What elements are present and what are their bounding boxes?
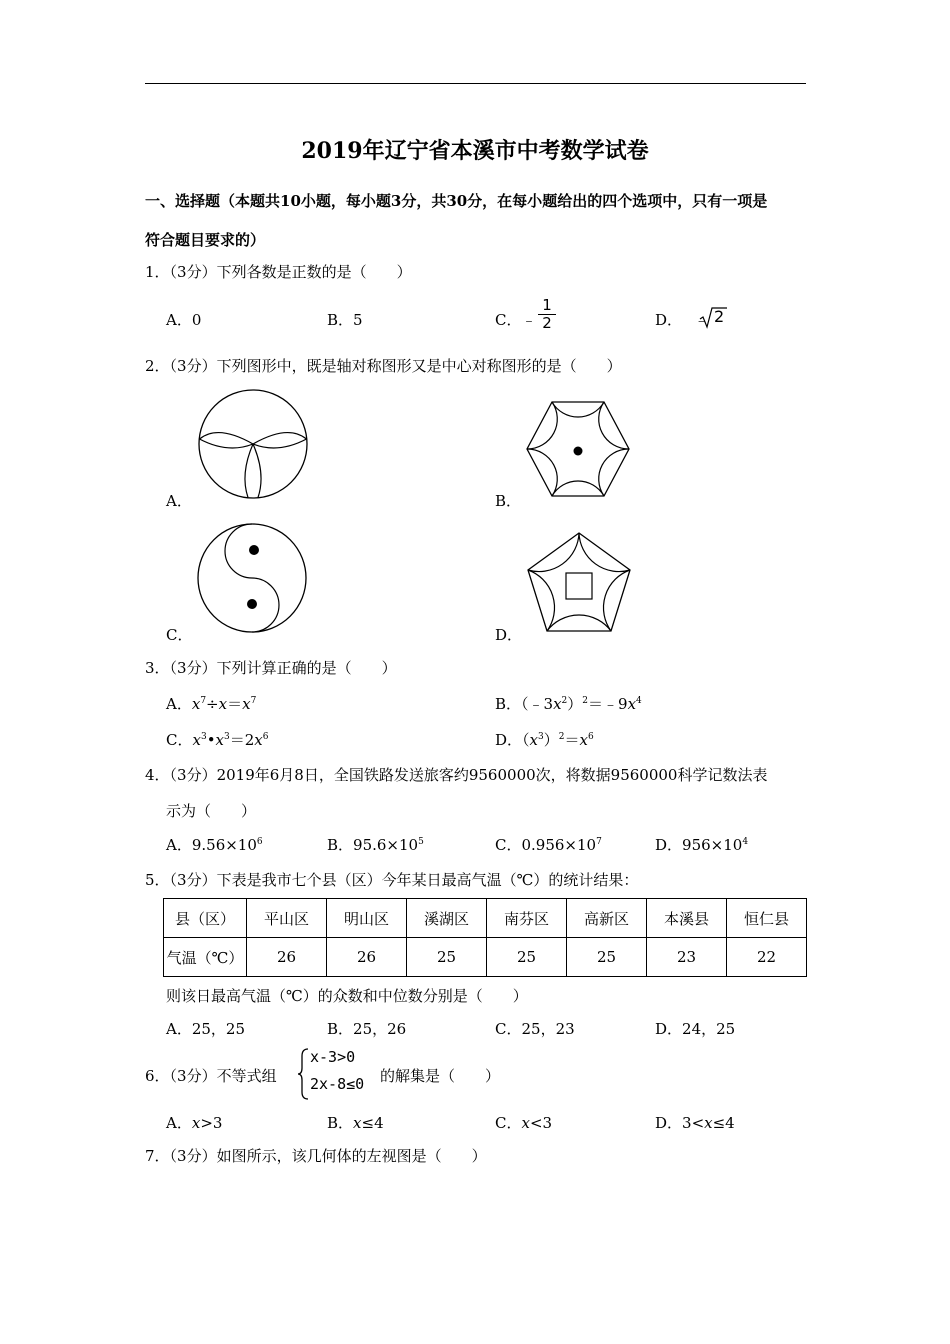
- table-header-cell: 县（区）: [164, 899, 247, 938]
- q6-d-rel: ≤4: [712, 1114, 735, 1132]
- exponent: 4: [636, 696, 642, 706]
- q1-radicand: 2: [714, 307, 725, 326]
- exponent: 6: [587, 732, 594, 742]
- exponent: 7: [250, 696, 257, 706]
- figure-circle-three-petals: [198, 389, 308, 499]
- q6-d-label: D．3<: [655, 1114, 705, 1132]
- temperature-table: [163, 898, 807, 977]
- q3-c-label: C．: [166, 731, 193, 749]
- exponent: 2: [582, 696, 589, 706]
- q4-option-a: [166, 834, 263, 855]
- q4-d-text: D．956×10: [655, 836, 743, 854]
- q5-option-a: A．25，25: [166, 1020, 246, 1038]
- var-x: x: [192, 731, 201, 749]
- q4-option-d: [655, 834, 748, 855]
- q3-b-label: B．（﹣3: [495, 695, 554, 713]
- q2-option-c: C．: [166, 626, 193, 644]
- table-cell: 25: [567, 938, 647, 977]
- q6-option-b: [327, 1112, 384, 1133]
- q3-option-b: [495, 693, 642, 714]
- section-heading-line2: 符合题目要求的）: [145, 231, 266, 249]
- section-heading-line1: 一、选择题（本题共10小题，每小题3分，共30分，在每小题给出的四个选项中，只有一项是: [145, 192, 768, 210]
- q1-option-b: B．5: [327, 311, 363, 329]
- inequality-2: 2x-8≤0: [310, 1075, 365, 1093]
- table-cell: 23: [647, 938, 727, 977]
- q4-c-text: C．0.956×10: [495, 836, 597, 854]
- exponent: 3: [538, 732, 544, 742]
- q6-c-label: C．: [495, 1114, 522, 1132]
- table-header-row: [164, 899, 807, 938]
- exponent: 4: [742, 837, 749, 847]
- header-rule: [145, 83, 806, 84]
- q6-a-rel: >3: [200, 1114, 223, 1132]
- table-cell: 26: [327, 938, 407, 977]
- q3-option-a: [166, 693, 256, 714]
- fraction-numerator: 1: [542, 296, 552, 314]
- table-header-cell: 恒仁县: [727, 899, 807, 938]
- q3-a-label: A．: [166, 695, 192, 713]
- inequality-1: x-3>0: [310, 1048, 356, 1066]
- question-1-stem: 1．（3分）下列各数是正数的是（ ）: [145, 263, 412, 281]
- q6-b-label: B．: [327, 1114, 354, 1132]
- table-header-cell: 本溪县: [647, 899, 727, 938]
- var-x: x: [353, 1114, 362, 1132]
- var-x: x: [218, 695, 228, 713]
- exponent: 3: [224, 732, 230, 742]
- var-x: x: [254, 731, 263, 749]
- exponent: 3: [200, 732, 207, 742]
- q6-b-rel: ≤4: [361, 1114, 384, 1132]
- q3-option-d: [495, 729, 594, 750]
- q2-option-d: D．: [495, 626, 523, 644]
- var-x: x: [191, 1114, 201, 1132]
- q4-option-b: [327, 834, 424, 855]
- var-x: x: [521, 1114, 530, 1132]
- q6-option-a: [166, 1112, 222, 1133]
- exponent: 6: [256, 837, 263, 847]
- operator: ÷: [206, 695, 219, 713]
- var-x: x: [704, 1114, 713, 1132]
- var-x: x: [529, 731, 538, 749]
- exponent: 2: [561, 696, 568, 706]
- q6-option-c: [495, 1112, 552, 1133]
- q1-option-d-label: D．: [655, 311, 683, 329]
- table-header-cell: 平山区: [247, 899, 327, 938]
- operator: ＝﹣9: [588, 695, 628, 713]
- question-3-stem: 3．（3分）下列计算正确的是（ ）: [145, 659, 397, 677]
- q5-option-d: D．24，25: [655, 1020, 736, 1038]
- question-7-stem: 7．（3分）如图所示，该几何体的左视图是（ ）: [145, 1147, 487, 1165]
- table-row: [164, 938, 807, 977]
- table-cell: 25: [407, 938, 487, 977]
- q6-a-label: A．: [166, 1114, 192, 1132]
- q1-option-a: A．0: [166, 311, 202, 329]
- question-5-stem: 5．（3分）下表是我市七个县（区）今年某日最高气温（℃）的统计结果：: [145, 871, 639, 889]
- question-6-stem-post: 的解集是（ ）: [380, 1067, 501, 1085]
- figure-hexagon-arcs: [526, 400, 630, 498]
- table-cell: 26: [247, 938, 327, 977]
- operator: ＝2: [229, 731, 255, 749]
- q6-option-d: [655, 1112, 735, 1133]
- q4-option-c: [495, 834, 602, 855]
- table-header-cell: 溪湖区: [407, 899, 487, 938]
- exponent: 6: [262, 732, 269, 742]
- q4-b-text: B．95.6×10: [327, 836, 419, 854]
- exponent: 2: [558, 732, 565, 742]
- q1-option-d-sign: ﹣: [694, 311, 710, 329]
- fraction-denominator: 2: [538, 314, 556, 332]
- table-cell: 22: [727, 938, 807, 977]
- q3-option-c: [166, 729, 269, 750]
- exponent: 7: [596, 837, 602, 847]
- operator: ）: [567, 695, 583, 713]
- q1-option-c-sign: ﹣: [521, 311, 537, 329]
- q3-d-label: D．（: [495, 731, 530, 749]
- var-x: x: [627, 695, 637, 713]
- operator: ）: [543, 731, 559, 749]
- var-x: x: [191, 695, 201, 713]
- question-5-followup: 则该日最高气温（℃）的众数和中位数分别是（ ）: [166, 987, 528, 1005]
- brace-icon: [297, 1048, 309, 1100]
- question-2-stem: 2．（3分）下列图形中，既是轴对称图形又是中心对称图形的是（ ）: [145, 357, 622, 375]
- q1-option-c: [495, 309, 537, 330]
- q6-c-rel: <3: [529, 1114, 553, 1132]
- q2-option-b: B．: [495, 492, 522, 510]
- exponent: 5: [418, 837, 424, 847]
- figure-taiji: [197, 523, 307, 633]
- table-cell: 25: [487, 938, 567, 977]
- q1-option-c-label: C．: [495, 311, 522, 329]
- table-header-cell: 明山区: [327, 899, 407, 938]
- page-title: 2019年辽宁省本溪市中考数学试卷: [301, 138, 649, 164]
- q2-option-a: A．: [166, 492, 192, 510]
- var-x: x: [242, 695, 251, 713]
- operator: ＝: [227, 695, 243, 713]
- q4-a-text: A．9.56×10: [166, 836, 257, 854]
- q5-option-c: C．25，23: [495, 1020, 575, 1038]
- operator: ＝: [564, 731, 580, 749]
- var-x: x: [215, 731, 225, 749]
- question-4-stem-line1: 4．（3分）2019年6月8日，全国铁路发送旅客约9560000次，将数据9560000科学记数法表: [145, 766, 768, 784]
- operator: •: [206, 731, 216, 749]
- q1-fraction: [538, 297, 556, 332]
- table-header-cell: 南芬区: [487, 899, 567, 938]
- exponent: 7: [200, 696, 207, 706]
- question-4-stem-line2: 示为（ ）: [166, 802, 257, 820]
- var-x: x: [553, 695, 562, 713]
- table-cell: 气温（℃）: [164, 938, 247, 977]
- q5-option-b: B．25，26: [327, 1020, 407, 1038]
- figure-pentagon-arcs: [526, 532, 632, 632]
- var-x: x: [579, 731, 588, 749]
- question-6-stem-pre: 6．（3分）不等式组: [145, 1067, 277, 1085]
- table-header-cell: 高新区: [567, 899, 647, 938]
